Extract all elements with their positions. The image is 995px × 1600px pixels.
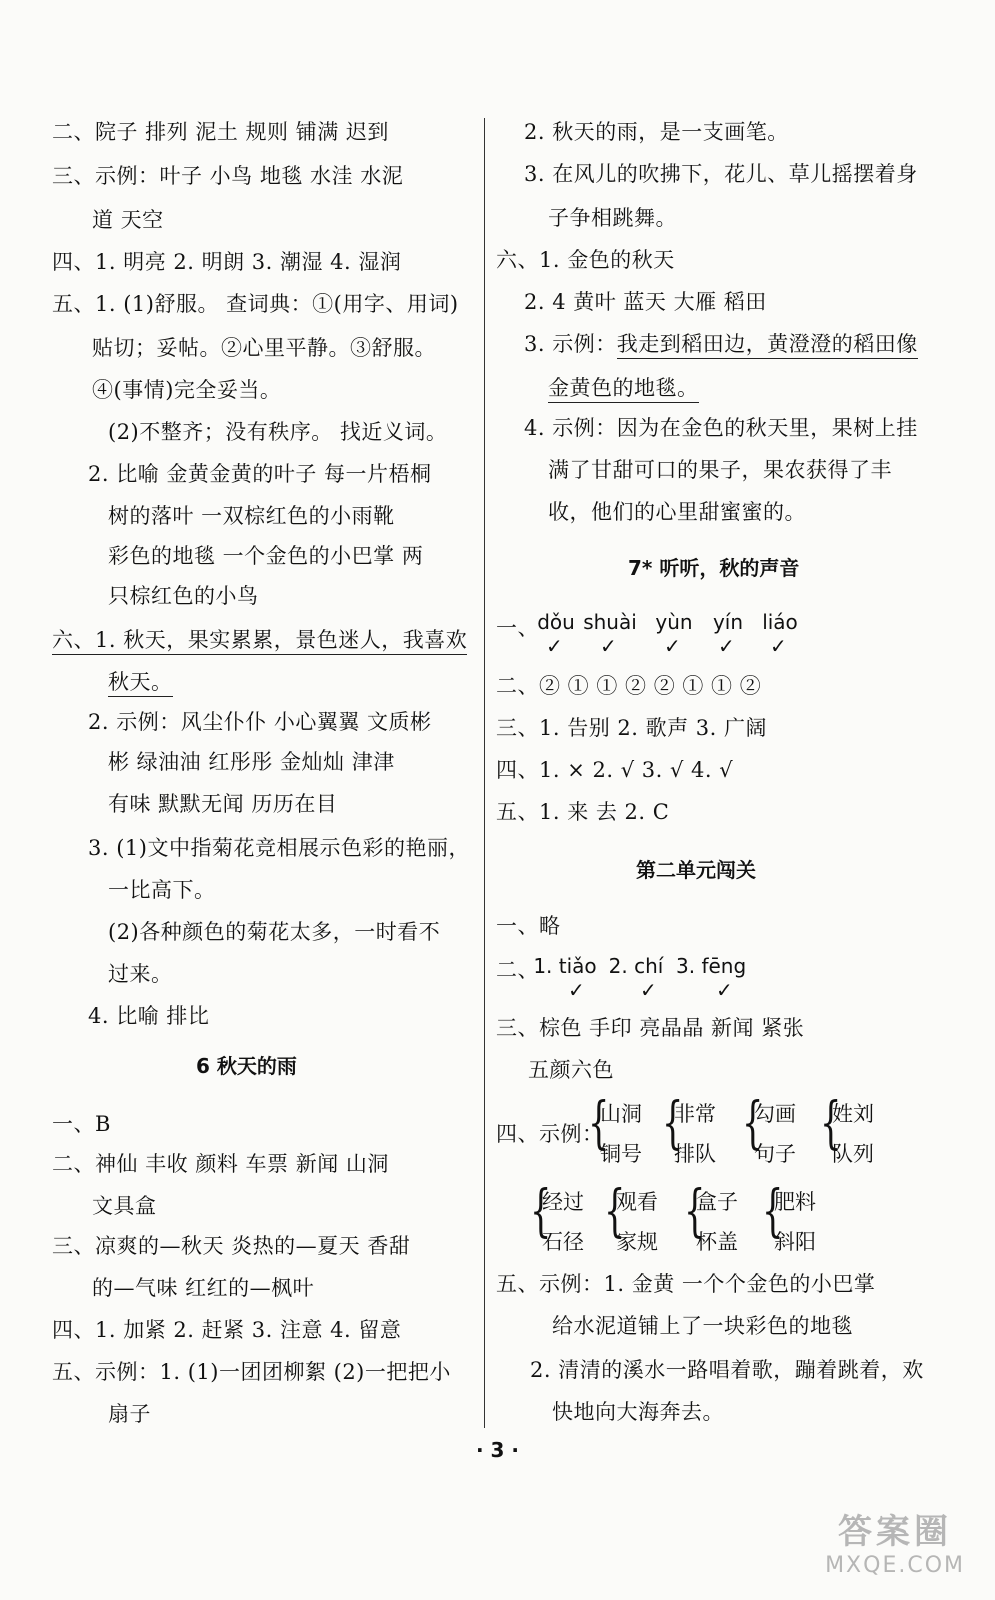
underlined-answer: 我走到稻田边，黄澄澄的稻田像 (617, 332, 918, 359)
answer-line: 3. 在风儿的吹拂下，花儿、草儿摇摆着身 (524, 162, 918, 186)
check-icon: ✓ (600, 634, 617, 658)
answer-line: 4. 示例：因为在金色的秋天里，果树上挂 (524, 416, 918, 440)
word-pair: 勾画 句子 (754, 1102, 796, 1166)
pinyin-answer: 1. tiǎo (533, 954, 597, 978)
answer-line: 的—气味 红红的—枫叶 (92, 1276, 315, 1300)
answer-line: 贴切；妥帖。②心里平静。③舒服。 (92, 336, 436, 360)
check-icon: ✓ (718, 634, 735, 658)
answer-line: (2)各种颜色的菊花太多，一时看不 (108, 920, 441, 944)
section-heading: 7* 听听，秋的声音 (628, 556, 800, 580)
check-icon: ✓ (640, 978, 657, 1002)
answer-line: 彩色的地毯 一个金色的小巴掌 两 (108, 544, 424, 568)
answer-line (548, 374, 699, 402)
word-pair: 肥料 斜阳 (774, 1190, 816, 1254)
answer-line: 树的落叶 一双棕红色的小雨靴 (108, 504, 395, 528)
word-pair: 经过 石径 (542, 1190, 584, 1254)
answer-line: 2. 4 黄叶 蓝天 大雁 稻田 (524, 290, 767, 314)
brace-icon: { (820, 1091, 842, 1156)
check-icon: ✓ (716, 978, 733, 1002)
underlined-answer: 金黄色的地毯。 (548, 376, 699, 403)
pinyin-answer: yùn (655, 610, 693, 634)
answer-line: 三、示例：叶子 小鸟 地毯 水洼 水泥 (52, 164, 404, 188)
answer-line: 四、1. 明亮 2. 明朗 3. 潮湿 4. 湿润 (52, 250, 402, 274)
answer-line: 五、1. (1)舒服。 查词典：①(用字、用词) (52, 292, 459, 316)
pinyin-label: 一、 (496, 616, 539, 640)
answer-line: 道 天空 (92, 208, 164, 232)
brace-icon: { (762, 1179, 784, 1244)
brace-icon: { (530, 1179, 552, 1244)
brace-icon: { (662, 1091, 684, 1156)
pinyin-label: 二、 (496, 958, 539, 982)
answer-line: ④(事情)完全妥当。 (92, 378, 282, 402)
answer-line: 五、示例：1. 金黄 一个个金色的小巴掌 (496, 1272, 876, 1296)
answer-line: 3. (1)文中指菊花竞相展示色彩的艳丽， (88, 836, 470, 860)
answer-line: 二、院子 排列 泥土 规则 铺满 迟到 (52, 120, 389, 144)
word-pair: 姓刘 队列 (832, 1102, 874, 1166)
answer-line: 给水泥道铺上了一块彩色的地毯 (552, 1314, 853, 1338)
answer-line: 五、1. 来 去 2. C (496, 800, 670, 824)
pinyin-answer: 3. fēng (676, 954, 747, 978)
brace-icon: { (742, 1091, 764, 1156)
column-divider (484, 118, 485, 1428)
pinyin-answer: dǒu (537, 610, 575, 634)
answer-line: 六、1. 金色的秋天 (496, 248, 675, 272)
answer-line: 三、1. 告别 2. 歌声 3. 广阔 (496, 716, 767, 740)
answer-line (52, 626, 467, 654)
word-pair: 盒子 杯盖 (696, 1190, 738, 1254)
answer-line: 满了甘甜可口的果子，果农获得了丰 (548, 458, 892, 482)
answer-line: 一、B (52, 1112, 111, 1136)
brace-icon: { (684, 1179, 706, 1244)
answer-line: 2. 清清的溪水一路唱着歌，蹦着跳着，欢 (530, 1358, 924, 1382)
answer-line: 一、略 (496, 914, 561, 938)
answer-line: 彬 绿油油 红彤彤 金灿灿 津津 (108, 750, 395, 774)
word-pair: 非常 排队 (674, 1102, 716, 1166)
check-icon: ✓ (568, 978, 585, 1002)
watermark-logo: 答案圈 MXQE.COM (825, 1512, 965, 1578)
answer-line: 二、神仙 丰收 颜料 车票 新闻 山洞 (52, 1152, 389, 1176)
answer-line: 子争相跳舞。 (548, 206, 677, 230)
answer-line: 三、棕色 手印 亮晶晶 新闻 紧张 (496, 1016, 805, 1040)
answer-line: 五、示例：1. (1)一团团柳絮 (2)一把把小 (52, 1360, 451, 1384)
answer-line: 五颜六色 (528, 1058, 614, 1082)
answer-line: 4. 比喻 排比 (88, 1004, 210, 1028)
answer-line: 收，他们的心里甜蜜蜜的。 (548, 500, 806, 524)
pinyin-answer: liáo (762, 610, 798, 634)
answer-prefix: 3. 示例： (524, 332, 617, 356)
pinyin-answer: 2. chí (608, 954, 664, 978)
brace-icon: { (588, 1091, 610, 1156)
answer-line (524, 330, 918, 358)
answer-line: 有味 默默无闻 历历在目 (108, 792, 338, 816)
answer-line: 文具盒 (92, 1194, 157, 1218)
word-pair: 山洞 铜号 (600, 1102, 642, 1166)
underlined-answer: 六、1. 秋天，果实累累，景色迷人，我喜欢 (52, 628, 467, 655)
answer-line: 快地向大海奔去。 (552, 1400, 724, 1424)
answer-line: 扇子 (108, 1402, 151, 1426)
check-icon: ✓ (546, 634, 563, 658)
underlined-answer: 秋天。 (108, 670, 173, 697)
pinyin-answer: shuài (583, 610, 637, 634)
answer-line: 四、1. 加紧 2. 赶紧 3. 注意 4. 留意 (52, 1318, 402, 1342)
section-heading: 第二单元闯关 (636, 858, 756, 882)
section-heading: 6 秋天的雨 (196, 1054, 297, 1078)
answer-line: 过来。 (108, 962, 173, 986)
answer-line: (2)不整齐；没有秩序。 找近义词。 (108, 420, 448, 444)
answer-line: 四、1. × 2. √ 3. √ 4. √ (496, 758, 734, 782)
answer-line: 2. 秋天的雨，是一支画笔。 (524, 120, 789, 144)
answer-line: 三、凉爽的—秋天 炎热的—夏天 香甜 (52, 1234, 411, 1258)
answer-line: 2. 示例：风尘仆仆 小心翼翼 文质彬 (88, 710, 432, 734)
answer-line: 只棕红色的小鸟 (108, 584, 259, 608)
answer-prefix: 四、示例： (496, 1122, 604, 1146)
page-number: · 3 · (475, 1438, 520, 1462)
pinyin-answer: yín (712, 610, 744, 634)
answer-line (108, 668, 173, 696)
brace-icon: { (604, 1179, 626, 1244)
answer-line: 一比高下。 (108, 878, 216, 902)
word-pair: 观看 家规 (616, 1190, 658, 1254)
check-icon: ✓ (664, 634, 681, 658)
answer-line: 二、② ① ① ② ② ① ① ② (496, 674, 762, 698)
answer-line: 2. 比喻 金黄金黄的叶子 每一片梧桐 (88, 462, 432, 486)
check-icon: ✓ (770, 634, 787, 658)
